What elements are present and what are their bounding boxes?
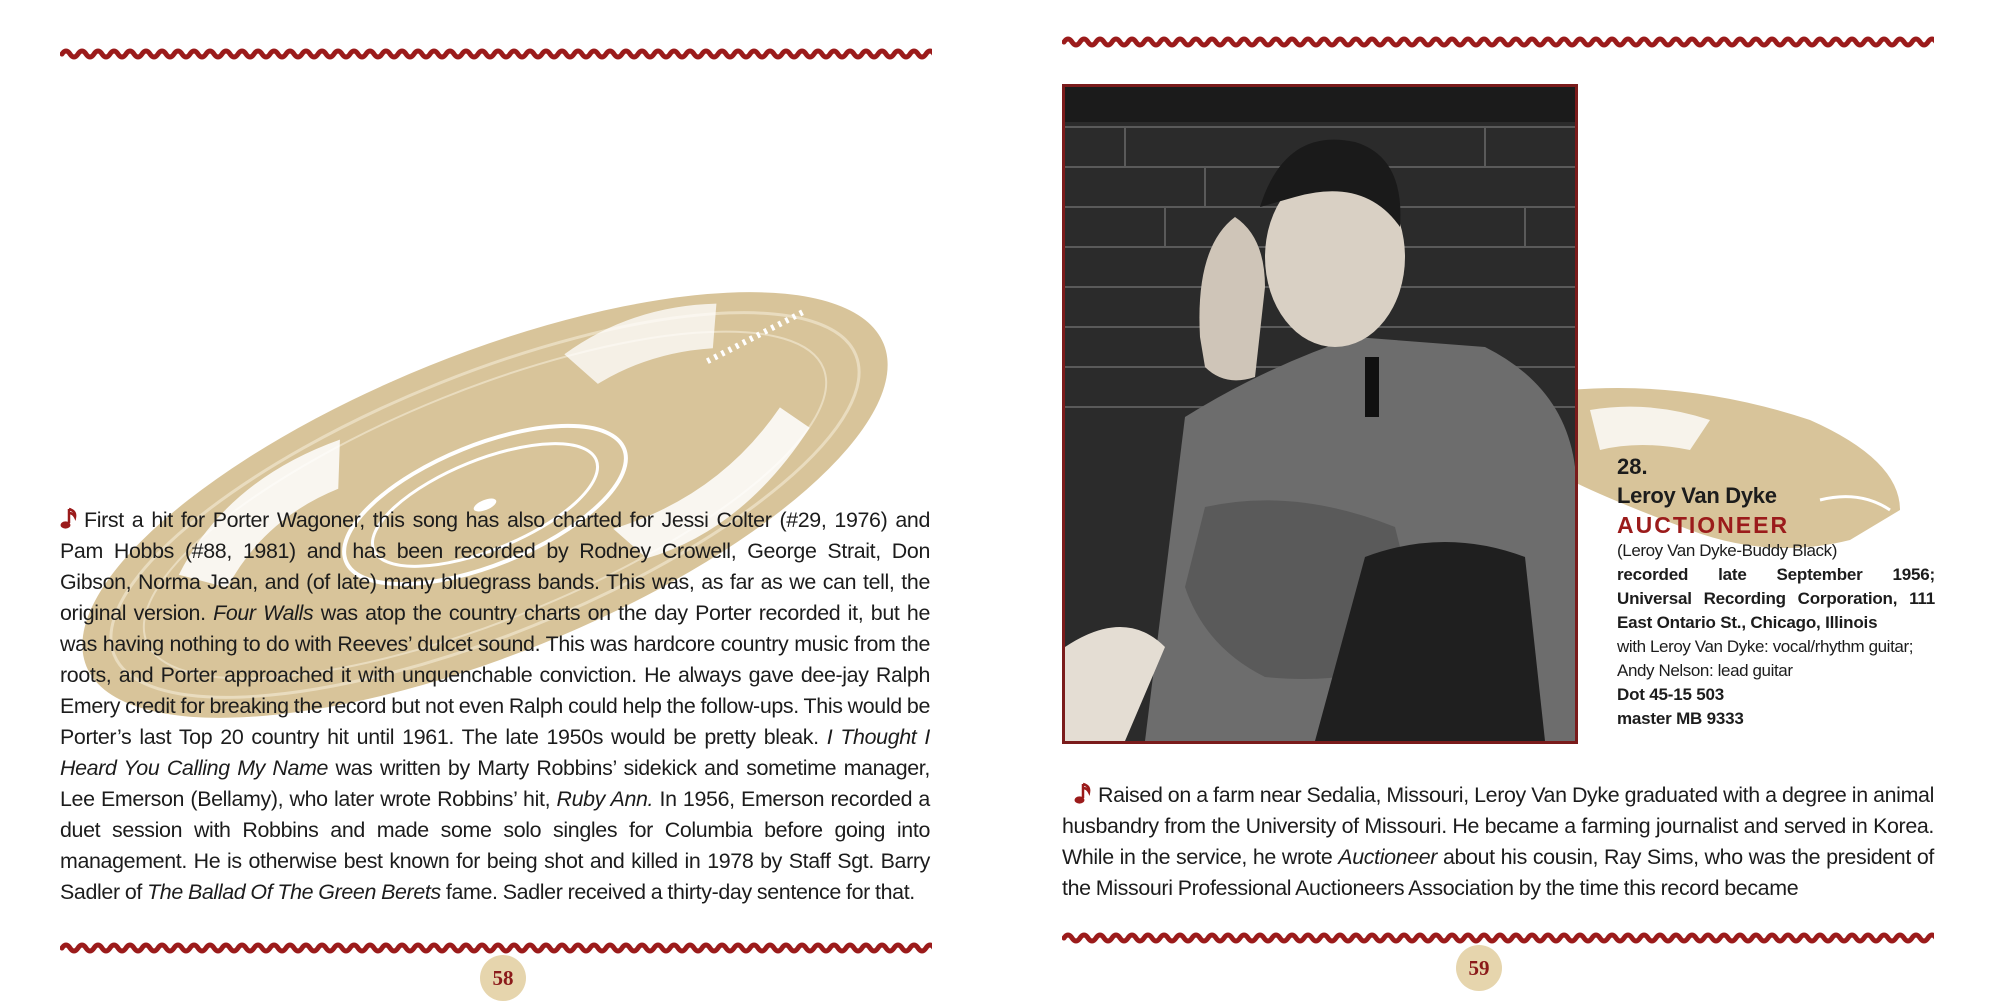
recording-details: recorded late September 1956; Universal Recording Corporation, 111 East Ontario St., Chicago, Illinois — [1617, 565, 1935, 632]
catalog-number: Dot 45-15 503 — [1617, 685, 1725, 704]
page-number-badge: 58 — [480, 955, 526, 1001]
writers-credit: (Leroy Van Dyke-Buddy Black) — [1617, 541, 1837, 560]
track-info-block — [1617, 453, 1935, 731]
music-note-icon — [60, 507, 80, 531]
artist-photo — [1062, 84, 1578, 744]
personnel-credit: with Leroy Van Dyke: vocal/rhythm guitar; Andy Nelson: lead guitar — [1617, 637, 1914, 680]
right-page — [1000, 0, 2000, 1000]
master-number: master MB 9333 — [1617, 709, 1744, 728]
top-wave-divider — [60, 46, 932, 62]
page-number-badge: 59 — [1456, 945, 1502, 991]
left-paragraph-text: First a hit for Porter Wagoner, this song has also charted for Jessi Colter (#29, 1976) and Pam Hobbs (#88, 1981) and has been recorded by Rodney Crowell, George Strait, Don Gibson, Norma Jean, and (of late) many bluegrass bands. This was, as far as we can tell, the original version. Four Walls was atop the country charts on the day Porter recorded it, but he was having nothing to do with Reeves’ dulcet sound. This was hardcore country music from the roots, and Porter approached it with unquenchable conviction. He always gave dee-jay Ralph Emery credit for breaking the record but not even Ralph could help the follow-ups. This would be Porter’s last Top 20 country hit until 1961. The late 1950s would be pretty bleak. I Thought I Heard You Calling My Name was written by Marty Robbins’ sidekick and sometime manager, Lee Emerson (Bellamy), who later wrote Robbins’ hit, Ruby Ann. In 1956, Emerson recorded a duet session with Robbins and made some solo singles for Columbia before going into management. He is otherwise best known for being shot and killed in 1978 by Staff Sgt. Barry Sadler of The Ballad Of The Green Berets fame. Sadler received a thirty-day sentence for that. — [60, 508, 930, 904]
track-number: 28. — [1617, 454, 1648, 479]
bottom-wave-divider — [1062, 930, 1934, 946]
music-note-icon — [1074, 782, 1094, 806]
song-title: AUCTIONEER — [1617, 512, 1790, 538]
right-paragraph-text: Raised on a farm near Sedalia, Missouri, Leroy Van Dyke graduated with a degree in animal husbandry from the University of Missouri. He became a farming journalist and served in Korea. While in the service, he wrote Auctioneer about his cousin, Ray Sims, who was the president of the Missouri Professional Auctioneers Association by the time this record became — [1062, 783, 1934, 900]
top-wave-divider — [1062, 34, 1934, 50]
left-page — [0, 0, 1000, 1000]
artist-name: Leroy Van Dyke — [1617, 483, 1777, 508]
bottom-wave-divider — [60, 940, 932, 956]
right-body-paragraph — [1062, 780, 1934, 904]
left-body-paragraph — [60, 505, 930, 908]
